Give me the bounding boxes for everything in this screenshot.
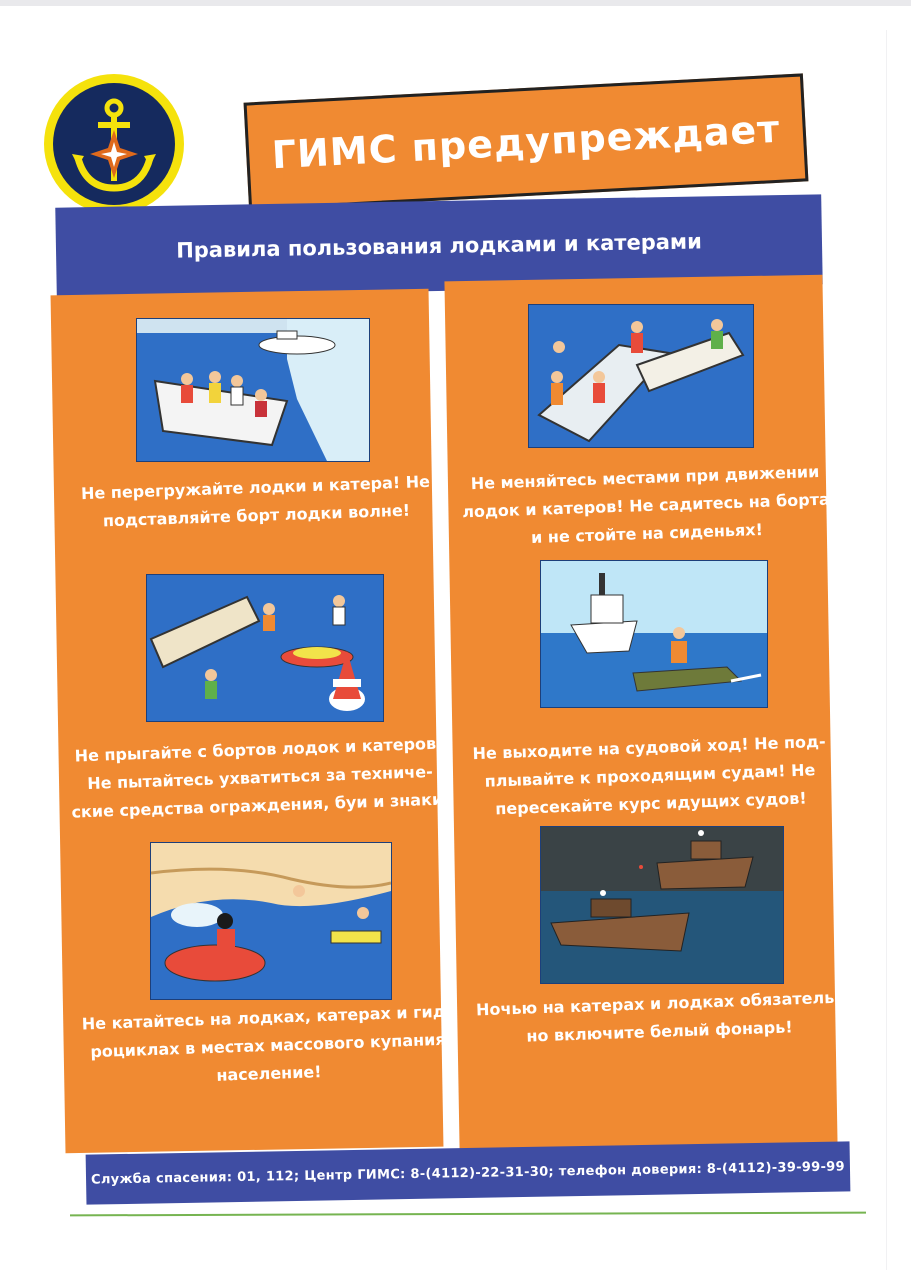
rule-caption: Не катайтесь на лодках, катерах и гид-роциклах в местах массового купания население! xyxy=(81,1001,453,1085)
rule-caption: Не меняйтесь местами при движении лодок и катеров! Не садитесь на борта и не стойте на сиденьях! xyxy=(461,461,831,548)
people-switching-boats-icon xyxy=(528,304,754,448)
scan-edge xyxy=(0,0,911,6)
page-title: ГИМС предупреждает xyxy=(270,106,782,178)
title-banner xyxy=(244,73,809,210)
rule-caption: Не выходите на судовой ход! Не под-плывайте к проходящим судам! Не пересекайте курс идущих судов! xyxy=(472,731,826,819)
anchor-emblem-icon xyxy=(42,72,186,216)
page-subtitle: Правила пользования лодками и катерами xyxy=(175,229,703,263)
ship-and-inflatable-boat-icon xyxy=(540,560,768,708)
jet-ski-near-swimmers-icon xyxy=(150,842,392,1000)
overloaded-boat-icon xyxy=(136,318,370,462)
scan-line xyxy=(886,30,887,1270)
rule-caption: Не прыгайте с бортов лодок и катеров! Не пытайтесь ухватиться за техниче-ские средства ограждения, буи и знаки! xyxy=(71,733,451,822)
jumping-from-boat-icon xyxy=(146,574,384,722)
rule-caption: Ночью на катерах и лодках обязатель-но включите белый фонарь! xyxy=(475,987,842,1046)
contacts-text: Служба спасения: 01, 112; Центр ГИМС: 8-(4112)-22-31-30; телефон доверия: 8-(4112)-39-99-99 xyxy=(90,1158,846,1188)
divider xyxy=(70,1212,866,1217)
rule-caption: Не перегружайте лодки и катера! Не подставляйте борт лодки волне! xyxy=(80,471,431,531)
boats-at-night-icon xyxy=(540,826,784,984)
gims-logo xyxy=(42,72,186,216)
